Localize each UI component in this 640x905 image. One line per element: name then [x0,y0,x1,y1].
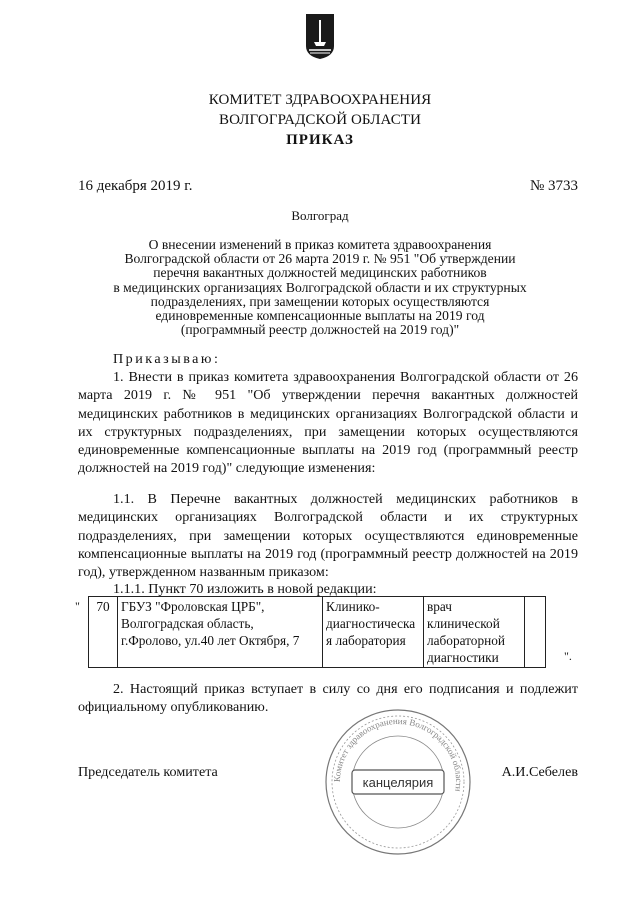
item-number-cell: 70 [89,597,118,668]
subject-line: перечня вакантных должностей медицинских работников [153,265,487,281]
office-stamp-icon [322,706,474,858]
cell-line: Волгоградская область, [121,616,254,631]
subject-line: (программный реестр должностей на 2019 год)" [180,322,460,338]
position-cell [424,597,525,668]
signatory-name: А.И.Себелев [501,764,578,780]
paragraph-1-1-1: 1.1.1. Пункт 70 изложить в новой редакции: [113,581,377,597]
stamp-ring-text: Комитет здравоохранения Волгоградской области [331,715,465,793]
organization-cell [118,597,323,668]
document-date: 16 декабря 2019 г. [78,178,193,194]
subject-line: единовременные компенсационные выплаты на 2019 год [155,308,485,324]
cell-line: врач [427,599,452,614]
organization-name [0,90,640,130]
document-subject [60,238,580,337]
unit-cell [323,597,424,668]
document-number: № 3733 [529,178,578,194]
table-row [89,597,546,668]
cell-line: лабораторной [427,633,505,648]
coat-of-arms-icon [304,12,336,60]
org-line-2: ВОЛГОГРАДСКОЙ ОБЛАСТИ [218,112,422,128]
amended-item-table [88,596,546,668]
document-city: Волгоград [291,208,349,223]
org-line-1: КОМИТЕТ ЗДРАВООХРАНЕНИЯ [208,92,432,108]
cell-line: клинической [427,616,500,631]
quote-open: " [75,599,80,613]
signatory-title: Председатель комитета [78,764,218,780]
cell-line: ГБУЗ "Фроловская ЦРБ", [121,599,265,614]
paragraph-2: 2. Настоящий приказ вступает в силу со дня его подписания и подлежит официальному опубликованию. [78,681,578,716]
paragraph-1: 1. Внести в приказ комитета здравоохранения Волгоградской области от 26 марта 2019 г. № 951 "Об утверждении перечня вакантных должностей медицинских работников в медицинских организациях Волгоградской области и их структурных подразделениях, при замещении которых осуществляются единовременные компенсационные выплаты на 2019 год (программный реестр должностей на 2019 год)" следующие изменения: [78,369,578,477]
cell-line: диагностическа [326,616,416,631]
cell-line: диагностики [427,650,499,665]
order-word: Приказываю: [113,351,221,367]
subject-line: Волгоградской области от 26 марта 2019 г. № 951 "Об утверждении [124,251,516,267]
subject-line: О внесении изменений в приказ комитета здравоохранения [148,237,492,252]
paragraph-1-1: 1.1. В Перечне вакантных должностей медицинских работников в медицинских организациях Волгоградской области и их структурных подразделениях, при замещении которых осуществляются единовременные компенсационные выплаты на 2019 год (программный реестр должностей на 2019 год), утвержденном названным приказом: [78,491,578,581]
empty-cell [525,597,546,668]
stamp-label: канцелярия [362,775,434,790]
quote-close: ". [564,649,572,663]
subject-line: подразделениях, при замещении которых осуществляются [150,293,490,309]
document-type: ПРИКАЗ [286,132,354,148]
cell-line: г.Фролово, ул.40 лет Октября, 7 [121,633,300,648]
cell-line: Клинико- [326,599,380,614]
subject-line: в медицинских организациях Волгоградской области и их структурных [113,279,527,295]
cell-line: я лаборатория [326,633,406,648]
